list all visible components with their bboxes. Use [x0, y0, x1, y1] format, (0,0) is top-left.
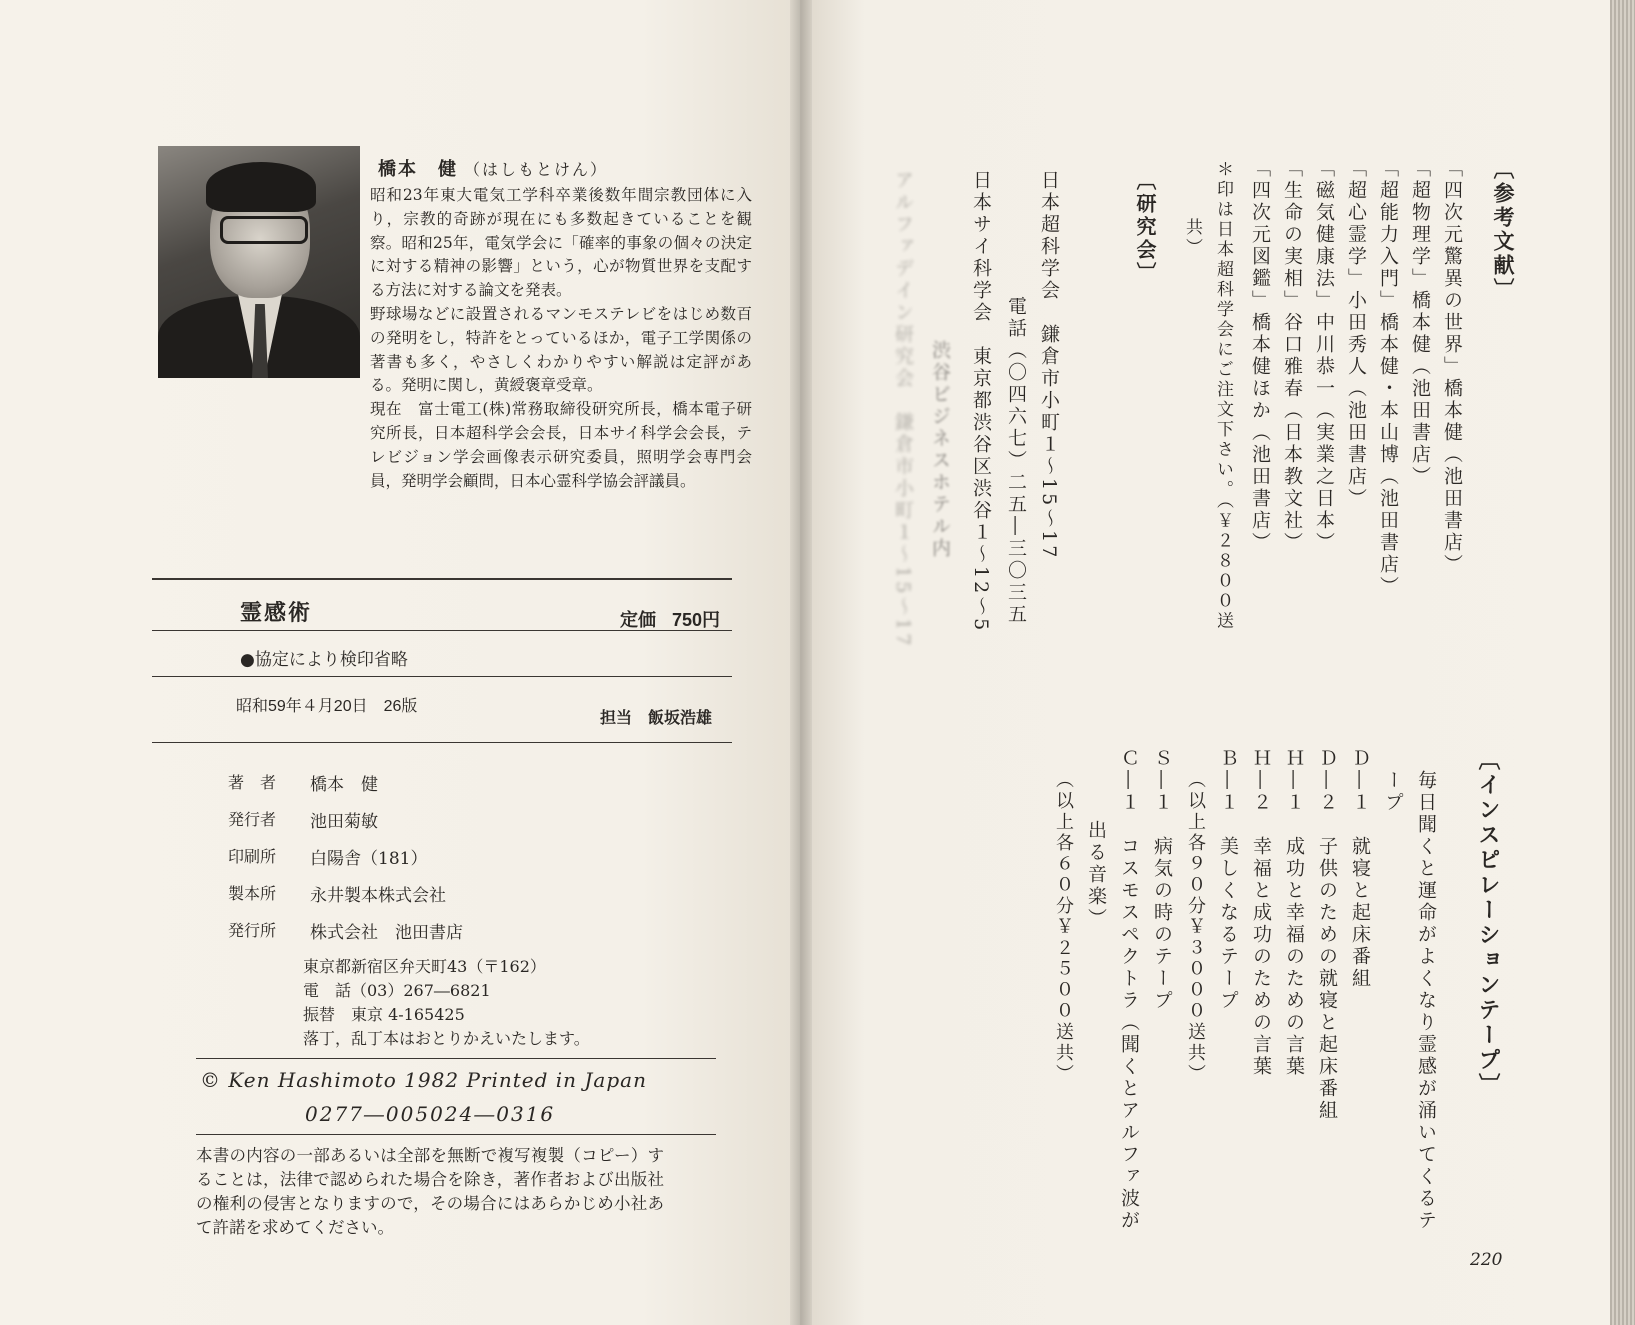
divider	[152, 676, 732, 677]
divider	[152, 578, 732, 580]
tapes-price: （以上各９０分￥３０００送共）	[1185, 770, 1206, 1085]
left-page: 橋本 健 （はしもとけん） 昭和23年東大電気工学科卒業後数年間宗教団体に入り，宗教的奇跡が現在にも多数起きていることを観察。昭和25年，電気学会に「確率的事象の個々の決定に対する精神の影響」という，心が物質世界を支配する方法に対する論文を発表。 野球場などに設置されるマンモステレビをはじめ数百の発明をし，特許をとっているほか，電子工学関係の著書も多く，やさしくわかりやすい解説は定評がある。発明に関し，黄綬褒章受章。 現在 富士電工(株)常務取締役研究所長，橋本電子研究所長，日本超科学会会長，日本サイ科学会会長，テレビジョン学会画像表示研究委員，照明学会専門会員，発明学会顧問，日本心霊科学協会評議員。 霊感術 定価 750円 ●協定により検印省略 昭和59年４月20日 26版 担当 飯坂浩雄 著 者 橋本 健 発行者 池田菊敏 印刷所 白陽舎（181） 製本所 永井製本株式会社 発行所 株式会社 池田書店 東京都新宿区弁天町43（〒162） 電 話（03）267―6821 振替 東京 4-165425 落丁，乱丁本はおとりかえいたします。 © Ken Hashimoto 1982 Printed in Japan 0277―005024―0316 本書の内容の一部あるいは全部を無断で複写複製（コピー）することは，法律で認められた場合を除き，著作者および出版社の権利の侵害となりますので，その場合にはあらかじめ小社あて許諾を求めてください。	[0, 0, 800, 1325]
tape-item	[1281, 748, 1308, 1078]
tape-code: Ｄ―２	[1316, 748, 1338, 814]
price	[620, 606, 720, 632]
society-phone: 電話（〇四六七）二五―三〇三五	[1005, 296, 1027, 626]
right-page	[800, 0, 1610, 1325]
tapes-price: （以上各６０分￥２５００送共）	[1053, 770, 1074, 1085]
tape-code: Ｈ―２	[1250, 748, 1272, 814]
divider	[152, 742, 732, 743]
tape-code: Ｃ―１	[1118, 748, 1140, 814]
book-title: 霊感術	[240, 600, 313, 626]
divider	[196, 1134, 716, 1135]
tape-title: 子供のための就寝と起床番組	[1316, 836, 1338, 1122]
research-heading: 〔研究会〕	[1133, 170, 1157, 285]
publisher-address: 東京都新宿区弁天町43（〒162）	[303, 957, 546, 976]
tape-item	[1149, 748, 1176, 1012]
author-name: 橋本 健 （はしもとけん）	[378, 159, 609, 180]
order-note: ＊印は日本超科学会にご注文下さい。（￥２８００送	[1213, 160, 1233, 632]
reference-item: 「超心霊学」小田秀人（池田書店）	[1345, 158, 1367, 510]
divider	[196, 1058, 716, 1059]
price-value: 750円	[672, 610, 721, 630]
tape-code: Ｄ―１	[1349, 748, 1371, 814]
tape-title: 病気の時のテープ	[1151, 836, 1173, 1012]
tape-title: コスモスペクトラ（聞くとアルファ波が	[1118, 836, 1140, 1232]
references-heading: 〔参考文献〕	[1491, 158, 1515, 302]
reference-item: 「四次元図鑑」橋本健ほか（池田書店）	[1249, 158, 1271, 554]
society-name: 日本サイ科学会 東京都渋谷区渋谷１～12～5	[970, 170, 992, 634]
tape-code: Ｓ―１	[1151, 748, 1173, 814]
tapes-heading: 〔インスピレーションテープ〕	[1475, 748, 1500, 1098]
replacement-note: 落丁，乱丁本はおとりかえいたします。	[303, 1029, 590, 1048]
tape-title: 幸福と成功のための言葉	[1250, 836, 1272, 1078]
editor-note: 担当 飯坂浩雄	[600, 710, 713, 727]
reference-item: 「超物理学」橋本健（池田書店）	[1409, 158, 1431, 488]
seal-note: ●協定により検印省略	[240, 650, 408, 670]
tape-title: 就寝と起床番組	[1349, 836, 1371, 990]
copyright-line: © Ken Hashimoto 1982 Printed in Japan	[200, 1068, 647, 1092]
book-code: 0277―005024―0316	[305, 1102, 556, 1126]
publisher-transfer: 振替 東京 4-165425	[303, 1005, 465, 1024]
copy-notice: 本書の内容の一部あるいは全部を無断で複写複製（コピー）することは，法律で認められた場合を除き，著作者および出版社の権利の侵害となりますので，その場合にはあらかじめ小社あて許諾を求めてください。	[196, 1146, 664, 1237]
tape-code: Ｈ―１	[1283, 748, 1305, 814]
faint-column: アルファデイン研究会 鎌倉市小町１～15～17	[892, 170, 914, 649]
tape-item	[1314, 748, 1341, 1122]
price-label: 定価	[620, 610, 656, 630]
bio-paragraph: 現在 富士電工(株)常務取締役研究所長，橋本電子研究所長，日本超科学会会長，日本サイ科学会会長，テレビジョン学会画像表示研究委員，照明学会専門会員，発明学会顧問，日本心霊科学協会評議員。	[370, 400, 752, 490]
page-number: 220	[1470, 1250, 1503, 1270]
reference-item: 「四次元驚異の世界」橋本健（池田書店）	[1441, 158, 1463, 576]
order-note-cont: 共）	[1182, 218, 1202, 258]
divider	[152, 630, 732, 631]
tape-item	[1347, 748, 1374, 990]
tapes-intro: 毎日聞くと運命がよくなり霊感が涌いてくるテ	[1415, 770, 1437, 1232]
page-edges	[1610, 0, 1635, 1325]
publisher-phone: 電 話（03）267―6821	[303, 981, 491, 1000]
reference-item: 「超能力入門」橋本健・本山博（池田書店）	[1377, 158, 1399, 598]
reference-item: 「生命の実相」谷口雅春（日本教文社）	[1281, 158, 1303, 554]
author-bio	[370, 184, 752, 493]
bio-paragraph: 昭和23年東大電気工学科卒業後数年間宗教団体に入り，宗教的奇跡が現在にも多数起きていることを観察。昭和25年，電気学会に「確率的事象の個々の決定に対する精神の影響」という，心が物質世界を支配する方法に対する論文を発表。	[370, 186, 752, 300]
tape-title: 美しくなるテープ	[1217, 836, 1239, 1012]
tapes-intro-cont: ープ	[1382, 770, 1404, 814]
author-photo	[158, 146, 360, 378]
society-name: 日本超科学会 鎌倉市小町１～15～17	[1038, 170, 1060, 561]
book-gutter	[790, 0, 812, 1325]
tape-item	[1215, 748, 1242, 1012]
bio-paragraph: 野球場などに設置されるマンモステレビをはじめ数百の発明をし，特許をとっているほか，電子工学関係の著書も多く，やさしくわかりやすい解説は定評がある。発明に関し，黄綬褒章受章。	[370, 304, 752, 395]
tape-item-cont: 出る音楽）	[1085, 820, 1107, 930]
tape-title: 成功と幸福のための言葉	[1283, 836, 1305, 1078]
reference-item: 「磁気健康法」中川恭一（実業之日本）	[1313, 158, 1335, 554]
tape-item	[1116, 748, 1143, 1232]
author-reading: （はしもとけん）	[464, 160, 609, 179]
edition-date: 昭和59年４月20日 26版	[236, 698, 418, 715]
society-location: 渋谷ビジネスホテル内	[929, 340, 951, 560]
tape-item	[1248, 748, 1275, 1078]
tape-code: Ｂ―１	[1217, 748, 1239, 814]
